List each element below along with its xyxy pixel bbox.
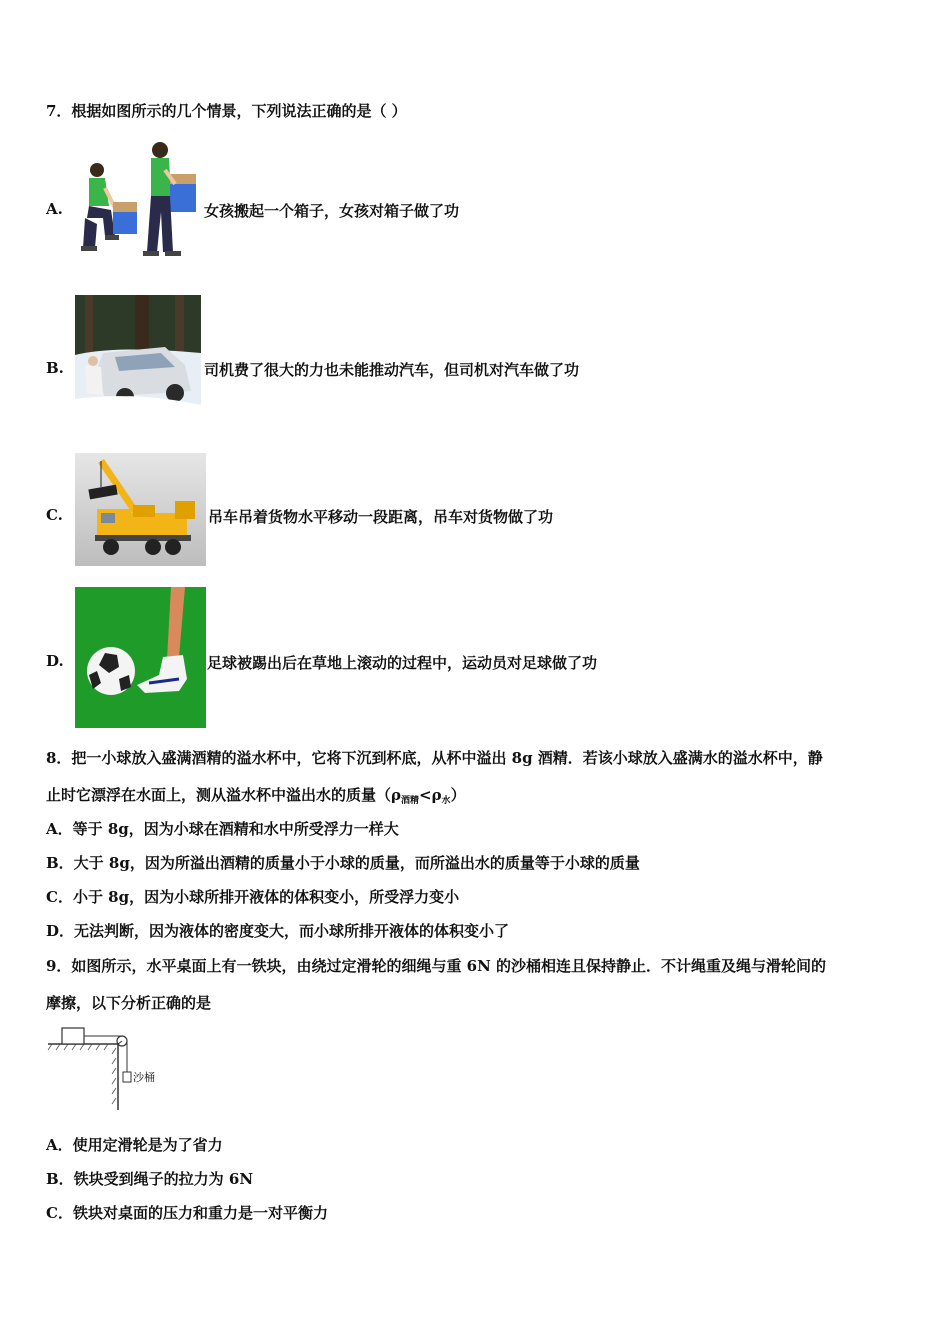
q8-option-c: C．小于 8g，因为小球所排开液体的体积变小，所受浮力变小 — [46, 888, 460, 906]
q9-option-a: A．使用定滑轮是为了省力 — [46, 1136, 223, 1154]
q7-option-c-text: 吊车吊着货物水平移动一段距离，吊车对货物做了功 — [208, 508, 554, 526]
girl-lifting-box-image — [75, 140, 200, 262]
q7-option-d-text: 足球被踢出后在草地上滚动的过程中，运动员对足球做了功 — [207, 654, 598, 672]
driver-pushing-car-image — [75, 295, 201, 424]
q8-stem-line2-a: 止时它漂浮在水面上，测从溢水杯中溢出水的质量（ρ — [46, 786, 401, 804]
q9-option-c: C．铁块对桌面的压力和重力是一对平衡力 — [46, 1204, 328, 1222]
q8-stem-line1: 8．把一小球放入盛满酒精的溢水杯中，它将下沉到杯底，从杯中溢出 8g 酒精．若该小球放入盛满水的溢水杯中，静 — [46, 749, 823, 767]
q8-stem-line2-c: ） — [450, 786, 466, 804]
q9-stem-line2: 摩擦，以下分析正确的是 — [46, 994, 212, 1012]
q7-option-a-letter: A. — [46, 200, 63, 218]
q7-stem: 7．根据如图所示的几个情景，下列说法正确的是（ ） — [46, 102, 407, 120]
q8-option-b: B．大于 8g，因为所溢出酒精的质量小于小球的质量，而所溢出水的质量等于小球的质量 — [46, 854, 640, 872]
q8-sub-water: 水 — [441, 796, 451, 806]
q7-option-d-letter: D. — [46, 652, 64, 670]
q8-sub-alcohol: 酒精 — [400, 796, 419, 806]
soccer-kick-image — [75, 587, 206, 728]
q7-option-b-text: 司机费了很大的力也未能推动汽车，但司机对汽车做了功 — [204, 361, 580, 379]
q7-option-c-letter: C. — [46, 506, 63, 524]
q8-option-a: A．等于 8g，因为小球在酒精和水中所受浮力一样大 — [46, 820, 399, 838]
q9-stem-line1: 9．如图所示，水平桌面上有一铁块，由绕过定滑轮的细绳与重 6N 的沙桶相连且保持静止．不计绳重及绳与滑轮间的 — [46, 957, 827, 975]
q8-option-d: D．无法判断，因为液体的密度变大，而小球所排开液体的体积变小了 — [46, 922, 510, 940]
q7-option-a-text: 女孩搬起一个箱子，女孩对箱子做了功 — [204, 202, 460, 220]
sand-bucket-label: 沙桶 — [133, 1071, 155, 1084]
q8-stem-line2-b: <ρ — [419, 786, 442, 804]
crane-truck-image — [75, 453, 206, 566]
q9-option-b: B．铁块受到绳子的拉力为 6N — [46, 1170, 254, 1188]
q7-option-b-letter: B. — [46, 359, 64, 377]
pulley-diagram — [46, 1024, 166, 1112]
q8-stem-line2 — [46, 785, 466, 811]
